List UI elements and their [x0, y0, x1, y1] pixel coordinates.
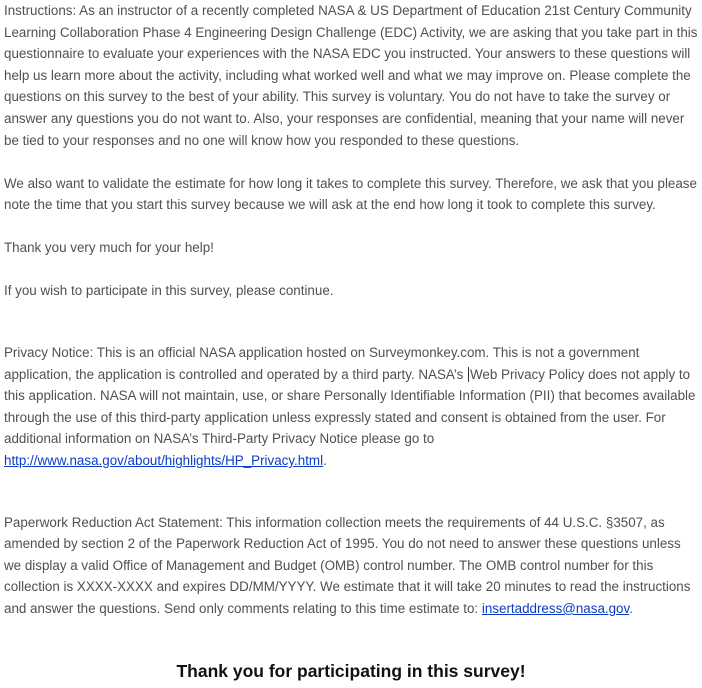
spacer — [4, 151, 700, 173]
thank-you-line: Thank you very much for your help! — [4, 240, 214, 256]
continue-line: If you wish to participate in this survey, please continue. — [4, 283, 334, 299]
closing-heading: Thank you for participating in this survey! — [176, 661, 526, 681]
spacer — [4, 216, 700, 238]
contact-email-link[interactable]: insertaddress@nasa.gov — [481, 600, 630, 616]
privacy-trailing-period: . — [323, 453, 327, 468]
spacer — [4, 259, 700, 281]
privacy-policy-link[interactable]: http://www.nasa.gov/about/highlights/HP_Privacy.html — [4, 453, 324, 468]
paperwork-statement-paragraph — [4, 512, 700, 620]
spacer — [4, 472, 700, 512]
privacy-notice-paragraph — [4, 342, 700, 472]
time-estimate-paragraph: We also want to validate the estimate for how long it takes to complete this survey. Therefore, we ask that you please note the time that you start this survey because we will ask at the end how long it took to complete this survey. — [4, 175, 697, 213]
paperwork-statement-text: Paperwork Reduction Act Statement: This information collection meets the requirements of 44 U.S.C. §3507, as amended by section 2 of the Paperwork Reduction Act of 1995. You do not need to answer these questions unless we display a valid Office of Management and Budget (OMB) control number. The OMB control number for this collection is XXXX-XXXX and expires DD/MM/YYYY. We estimate that it will take 20 minutes to read the instructions and answer the questions. Send only comments relating to this time estimate to: — [4, 514, 691, 616]
instructions-paragraph: Instructions: As an instructor of a recently completed NASA & US Department of Education 21st Century Community Learning Collaboration Phase 4 Engineering Design Challenge (EDC) Activity, we are asking that you take part in this questionnaire to evaluate your experiences with the NASA EDC you instructed. Your answers to these questions will help us learn more about the activity, including what worked well and what we may improve on. Please complete the questions on this survey to the best of your ability. This survey is voluntary. You do not have to take the survey or answer any questions you do not want to. Also, your responses are confidential, meaning that your name will never be tied to your responses and no one will know how you responded to these questions. — [4, 3, 698, 148]
privacy-text-part-2: Web Privacy Policy does not apply to this application. NASA will not maintain, use, or share Personally Identifiable Information (PII) that becomes available through the use of this third-party application unless expressly stated and consent is obtained from the user. For additional information on NASA’s Third-Party Privacy Notice please go to — [4, 366, 696, 447]
paperwork-trailing-period: . — [629, 600, 633, 616]
survey-intro-document — [4, 0, 700, 620]
privacy-text-part-1: Privacy Notice: This is an official NASA application hosted on Surveymonkey.com. This is not a government application, the application is controlled and operated by a third party. NASA’s — [4, 345, 640, 382]
text-cursor — [468, 367, 469, 382]
spacer — [4, 302, 700, 342]
